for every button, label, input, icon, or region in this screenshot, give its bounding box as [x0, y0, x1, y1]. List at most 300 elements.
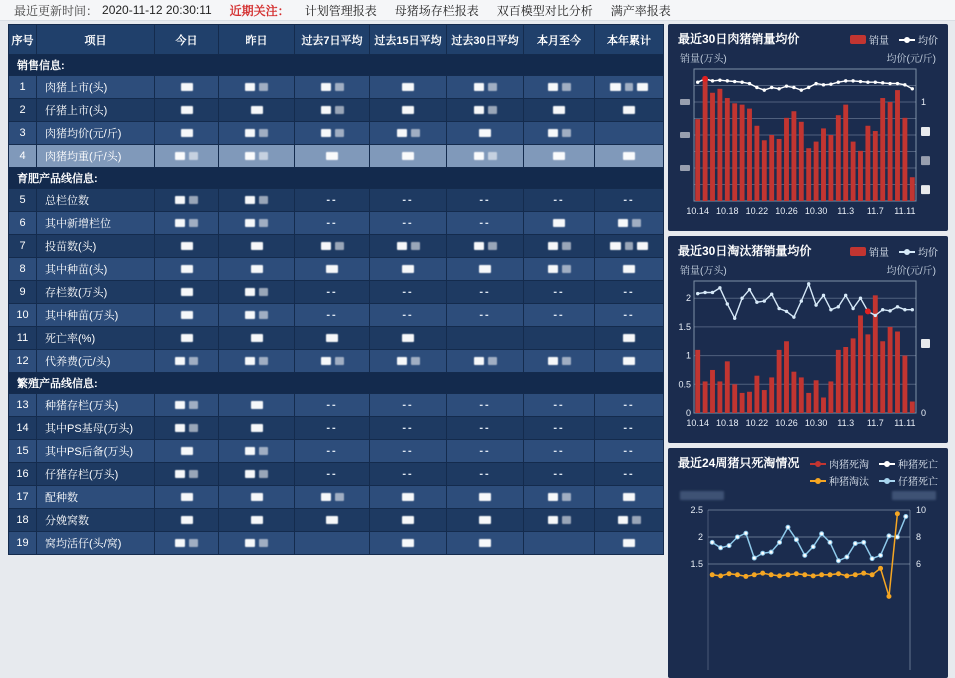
redacted-value — [623, 357, 635, 365]
row-name: 存栏数(万头) — [37, 281, 155, 304]
data-cell — [155, 281, 219, 304]
svg-text:1: 1 — [921, 97, 927, 107]
legend-label: 均价 — [918, 248, 938, 259]
redacted-value — [189, 357, 198, 365]
redacted-value — [181, 265, 193, 273]
data-cell — [595, 212, 664, 235]
redacted-dash: -- — [623, 309, 635, 321]
menu-item[interactable]: 计划管理报表 — [304, 3, 377, 18]
data-cell — [155, 463, 219, 486]
redacted-value — [479, 129, 491, 137]
data-cell — [524, 212, 595, 235]
redacted-dash: -- — [326, 468, 338, 480]
redacted-value — [321, 129, 331, 137]
data-cell — [155, 394, 219, 417]
svg-text:10.30: 10.30 — [804, 206, 828, 216]
data-cell — [595, 189, 664, 212]
legend-item[interactable] — [879, 456, 938, 471]
row-name: 死亡率(%) — [37, 327, 155, 350]
svg-text:8: 8 — [916, 532, 922, 542]
redacted-value — [181, 242, 193, 250]
y-axis-label-right: 均价(元/斤) — [886, 54, 936, 65]
svg-text:2: 2 — [685, 293, 691, 304]
table-row[interactable] — [9, 281, 664, 304]
redacted-value — [181, 311, 193, 319]
table-row[interactable] — [9, 509, 664, 532]
data-cell — [447, 281, 524, 304]
redacted-value — [623, 539, 635, 547]
legend-item[interactable] — [810, 473, 869, 488]
redacted-value — [245, 288, 255, 296]
table-row[interactable] — [9, 486, 664, 509]
legend-line-swatch — [879, 476, 895, 485]
redacted-value — [335, 357, 344, 365]
table-row[interactable] — [9, 350, 664, 373]
row-index: 4 — [9, 145, 37, 168]
redacted-value — [402, 83, 414, 91]
redacted-value — [181, 516, 193, 524]
table-row[interactable] — [9, 304, 664, 327]
row-name: 其中新增栏位 — [37, 212, 155, 235]
section-row — [9, 373, 664, 394]
redacted-dash: -- — [553, 309, 565, 321]
row-name: 窝均活仔(头/窝) — [37, 532, 155, 555]
y-axis-label-left: 销量(万头) — [680, 54, 727, 65]
data-cell — [447, 122, 524, 145]
row-name: 投苗数(头) — [37, 235, 155, 258]
redacted-dash: -- — [623, 286, 635, 298]
menu-item[interactable]: 母猪场存栏报表 — [394, 3, 479, 18]
table-row[interactable] — [9, 532, 664, 555]
redacted-dash: -- — [623, 422, 635, 434]
data-cell — [524, 304, 595, 327]
redacted-value — [251, 334, 263, 342]
redacted-dash: -- — [553, 194, 565, 206]
redacted-dash: -- — [326, 194, 338, 206]
redacted-dash: -- — [553, 468, 565, 480]
svg-text:2: 2 — [697, 532, 703, 542]
redacted-dash: -- — [479, 286, 491, 298]
redacted-value — [553, 219, 565, 227]
data-cell — [370, 486, 447, 509]
data-cell — [370, 327, 447, 350]
legend-item[interactable] — [850, 244, 889, 259]
redacted-value — [245, 129, 255, 137]
table-row[interactable] — [9, 417, 664, 440]
redacted-value — [618, 219, 628, 227]
table-row[interactable] — [9, 99, 664, 122]
redacted-value — [259, 470, 268, 478]
chart-legend — [850, 32, 938, 47]
svg-text:11.3: 11.3 — [837, 206, 855, 216]
row-name: 其中种苗(万头) — [37, 304, 155, 327]
redacted-value — [175, 196, 185, 204]
table-row[interactable] — [9, 76, 664, 99]
redacted-value — [402, 152, 414, 160]
data-cell — [370, 417, 447, 440]
data-cell — [295, 463, 370, 486]
redacted-value — [479, 516, 491, 524]
svg-text:1.5: 1.5 — [690, 559, 703, 569]
header-cell: 本月至今 — [524, 25, 595, 55]
data-cell — [295, 189, 370, 212]
topbar — [0, 0, 955, 21]
svg-text:10.22: 10.22 — [745, 418, 769, 428]
data-cell — [524, 189, 595, 212]
legend-label: 仔猪死亡 — [898, 477, 938, 488]
redacted-value — [189, 401, 198, 409]
redacted-value — [326, 334, 338, 342]
data-cell — [219, 99, 295, 122]
data-cell — [295, 281, 370, 304]
data-cell — [370, 509, 447, 532]
table-row[interactable] — [9, 394, 664, 417]
data-cell — [524, 122, 595, 145]
data-cell — [295, 440, 370, 463]
redacted-value — [402, 539, 414, 547]
table-row[interactable] — [9, 235, 664, 258]
table-row[interactable] — [9, 122, 664, 145]
redacted-value — [259, 152, 268, 160]
data-cell — [219, 76, 295, 99]
section-row — [9, 168, 664, 189]
redacted-value — [181, 288, 193, 296]
data-cell — [155, 327, 219, 350]
data-cell — [295, 394, 370, 417]
legend-label: 种猪死亡 — [898, 460, 938, 471]
data-cell — [447, 327, 524, 350]
redacted-value — [259, 311, 268, 319]
data-cell — [524, 440, 595, 463]
redacted-value — [479, 493, 491, 501]
redacted-value — [488, 357, 497, 365]
data-cell — [447, 486, 524, 509]
row-index: 15 — [9, 440, 37, 463]
table-row[interactable] — [9, 212, 664, 235]
legend-label: 肉猪死淘 — [829, 460, 869, 471]
data-cell — [447, 440, 524, 463]
redacted-value — [259, 196, 268, 204]
redacted-value — [402, 106, 414, 114]
table-row[interactable] — [9, 463, 664, 486]
svg-text:11.7: 11.7 — [866, 418, 884, 428]
redacted-value — [259, 447, 268, 455]
redacted-dash: -- — [553, 445, 565, 457]
redacted-value — [479, 265, 491, 273]
data-cell — [447, 99, 524, 122]
row-index: 2 — [9, 99, 37, 122]
data-cell — [219, 212, 295, 235]
row-index: 6 — [9, 212, 37, 235]
svg-text:10.18: 10.18 — [716, 206, 739, 216]
redacted-value — [326, 516, 338, 524]
data-cell — [155, 122, 219, 145]
redacted-dash: -- — [402, 445, 414, 457]
row-name: 配种数 — [37, 486, 155, 509]
data-cell — [155, 304, 219, 327]
table-row[interactable] — [9, 145, 664, 168]
update-time-label: 最近更新时间： — [14, 3, 99, 18]
svg-text:2.5: 2.5 — [690, 505, 703, 515]
row-name: 其中种苗(头) — [37, 258, 155, 281]
section-title: 销售信息: — [9, 55, 664, 76]
data-cell — [524, 509, 595, 532]
redacted-dash: -- — [623, 468, 635, 480]
row-name: 仔猪上市(头) — [37, 99, 155, 122]
data-cell — [295, 486, 370, 509]
table-row[interactable] — [9, 440, 664, 463]
data-cell — [595, 486, 664, 509]
redacted-value — [335, 242, 344, 250]
redacted-value — [335, 106, 344, 114]
redacted-value — [637, 242, 648, 250]
row-index: 14 — [9, 417, 37, 440]
table-row[interactable] — [9, 258, 664, 281]
svg-text:10.14: 10.14 — [686, 418, 709, 428]
redacted-value — [397, 129, 407, 137]
legend-bar-swatch — [850, 247, 866, 256]
redacted-value — [335, 83, 344, 91]
svg-text:0.5: 0.5 — [678, 379, 691, 390]
data-cell — [595, 99, 664, 122]
header-cell: 今日 — [155, 25, 219, 55]
data-cell — [447, 76, 524, 99]
redacted-value — [562, 493, 571, 501]
table-row[interactable] — [9, 327, 664, 350]
redacted-dash: -- — [326, 286, 338, 298]
redacted-dash: -- — [402, 286, 414, 298]
bar-line-chart-canvas — [678, 65, 938, 225]
data-cell — [524, 394, 595, 417]
redacted-dash: -- — [479, 309, 491, 321]
data-cell — [370, 122, 447, 145]
y-axis-label-left-redacted — [680, 491, 724, 500]
data-cell — [295, 212, 370, 235]
legend-bar-swatch — [850, 35, 866, 44]
redacted-value — [175, 152, 185, 160]
redacted-value — [326, 152, 338, 160]
data-cell — [219, 509, 295, 532]
data-cell — [155, 486, 219, 509]
redacted-value — [259, 357, 268, 365]
svg-text:10: 10 — [916, 505, 927, 515]
data-cell — [155, 145, 219, 168]
data-cell — [524, 350, 595, 373]
row-name: 肉猪上市(头) — [37, 76, 155, 99]
row-name: 代养费(元/头) — [37, 350, 155, 373]
data-cell — [370, 532, 447, 555]
menu-item[interactable]: 双百模型对比分析 — [496, 3, 593, 18]
redacted-value — [402, 493, 414, 501]
row-name: 总栏位数 — [37, 189, 155, 212]
data-cell — [595, 122, 664, 145]
row-index: 10 — [9, 304, 37, 327]
data-cell — [155, 440, 219, 463]
menu-item[interactable]: 满产率报表 — [610, 3, 671, 18]
data-cell — [524, 258, 595, 281]
chart-panel-pig-sales — [668, 24, 948, 231]
topbar-menu — [296, 2, 680, 19]
row-name: 其中PS后备(万头) — [37, 440, 155, 463]
svg-text:10.14: 10.14 — [686, 206, 709, 216]
table-row[interactable] — [9, 189, 664, 212]
svg-text:0: 0 — [921, 408, 927, 418]
redacted-value — [175, 539, 185, 547]
data-cell — [524, 463, 595, 486]
data-cell — [370, 235, 447, 258]
redacted-value — [411, 129, 420, 137]
data-cell — [219, 327, 295, 350]
redacted-dash: -- — [553, 399, 565, 411]
data-cell — [447, 532, 524, 555]
header-cell: 过去7日平均 — [295, 25, 370, 55]
data-cell — [219, 235, 295, 258]
redacted-value — [548, 493, 558, 501]
redacted-dash: -- — [326, 309, 338, 321]
data-cell — [447, 235, 524, 258]
data-cell — [447, 304, 524, 327]
redacted-value — [548, 265, 558, 273]
legend-item[interactable] — [850, 32, 889, 47]
redacted-value — [321, 493, 331, 501]
data-cell — [524, 99, 595, 122]
redacted-value — [474, 357, 484, 365]
redacted-value — [548, 242, 558, 250]
redacted-dash: -- — [553, 286, 565, 298]
data-cell — [595, 304, 664, 327]
svg-text:10.26: 10.26 — [775, 418, 798, 428]
data-cell — [595, 417, 664, 440]
data-cell — [447, 212, 524, 235]
data-cell — [524, 327, 595, 350]
redacted-value — [245, 539, 255, 547]
redacted-value — [553, 152, 565, 160]
data-cell — [219, 281, 295, 304]
redacted-value — [474, 242, 484, 250]
redacted-value — [548, 516, 558, 524]
redacted-value — [623, 493, 635, 501]
row-index: 13 — [9, 394, 37, 417]
redacted-dash: -- — [402, 217, 414, 229]
redacted-value — [321, 357, 331, 365]
redacted-value — [623, 334, 635, 342]
redacted-value — [632, 516, 641, 524]
redacted-value — [618, 516, 628, 524]
data-cell — [595, 532, 664, 555]
svg-text:11.7: 11.7 — [866, 206, 884, 216]
data-cell — [370, 304, 447, 327]
kpi-table — [8, 24, 664, 555]
svg-text:11.11: 11.11 — [894, 206, 916, 216]
data-cell — [219, 350, 295, 373]
data-cell — [524, 281, 595, 304]
redacted-dash: -- — [402, 422, 414, 434]
redacted-value — [259, 83, 268, 91]
data-cell — [370, 189, 447, 212]
data-cell — [370, 76, 447, 99]
redacted-dash: -- — [623, 399, 635, 411]
y-axis-label-left: 销量(万头) — [680, 266, 727, 277]
redacted-dash: -- — [402, 194, 414, 206]
svg-text:1: 1 — [685, 350, 691, 361]
legend-item[interactable] — [899, 32, 938, 47]
data-cell — [295, 532, 370, 555]
redacted-value — [474, 83, 484, 91]
redacted-value — [175, 219, 185, 227]
redacted-value — [245, 83, 255, 91]
data-cell — [155, 189, 219, 212]
redacted-value — [321, 83, 331, 91]
redacted-value — [321, 242, 331, 250]
redacted-dash: -- — [623, 445, 635, 457]
redacted-value — [181, 106, 193, 114]
data-cell — [447, 394, 524, 417]
legend-item[interactable] — [879, 473, 938, 488]
data-cell — [370, 440, 447, 463]
redacted-value — [175, 424, 185, 432]
redacted-value — [610, 83, 621, 91]
data-cell — [219, 304, 295, 327]
legend-line-swatch — [810, 476, 826, 485]
row-index: 7 — [9, 235, 37, 258]
redacted-dash: -- — [326, 217, 338, 229]
kpi-table-panel — [8, 24, 663, 554]
data-cell — [219, 145, 295, 168]
redacted-value — [562, 516, 571, 524]
legend-item[interactable] — [899, 244, 938, 259]
data-cell — [219, 440, 295, 463]
redacted-value — [488, 106, 497, 114]
data-cell — [595, 350, 664, 373]
data-cell — [155, 350, 219, 373]
data-cell — [219, 463, 295, 486]
y-axis-label-right: 均价(元/斤) — [886, 266, 936, 277]
data-cell — [155, 417, 219, 440]
data-cell — [219, 417, 295, 440]
data-cell — [595, 440, 664, 463]
redacted-dash: -- — [479, 217, 491, 229]
redacted-dash: -- — [479, 468, 491, 480]
focus-label: 近期关注： — [229, 3, 290, 18]
data-cell — [524, 417, 595, 440]
legend-label: 均价 — [918, 36, 938, 47]
legend-item[interactable] — [810, 456, 869, 471]
redacted-value — [548, 129, 558, 137]
section-title: 繁殖产品线信息: — [9, 373, 664, 394]
data-cell — [295, 509, 370, 532]
legend-line-swatch — [899, 247, 915, 256]
header-cell: 序号 — [9, 25, 37, 55]
redacted-value — [488, 83, 497, 91]
data-cell — [595, 509, 664, 532]
data-cell — [295, 145, 370, 168]
svg-text:11.3: 11.3 — [837, 418, 855, 428]
redacted-value — [245, 470, 255, 478]
data-cell — [447, 463, 524, 486]
update-time-value: 2020-11-12 20:30:11 — [102, 3, 212, 17]
data-cell — [447, 189, 524, 212]
chart-legend — [850, 244, 938, 259]
redacted-value — [251, 242, 263, 250]
redacted-value — [181, 83, 193, 91]
data-cell — [524, 145, 595, 168]
data-cell — [155, 235, 219, 258]
redacted-dash: -- — [553, 422, 565, 434]
svg-text:10.22: 10.22 — [745, 206, 769, 216]
redacted-value — [189, 424, 198, 432]
redacted-value — [175, 470, 185, 478]
redacted-value — [251, 493, 263, 501]
